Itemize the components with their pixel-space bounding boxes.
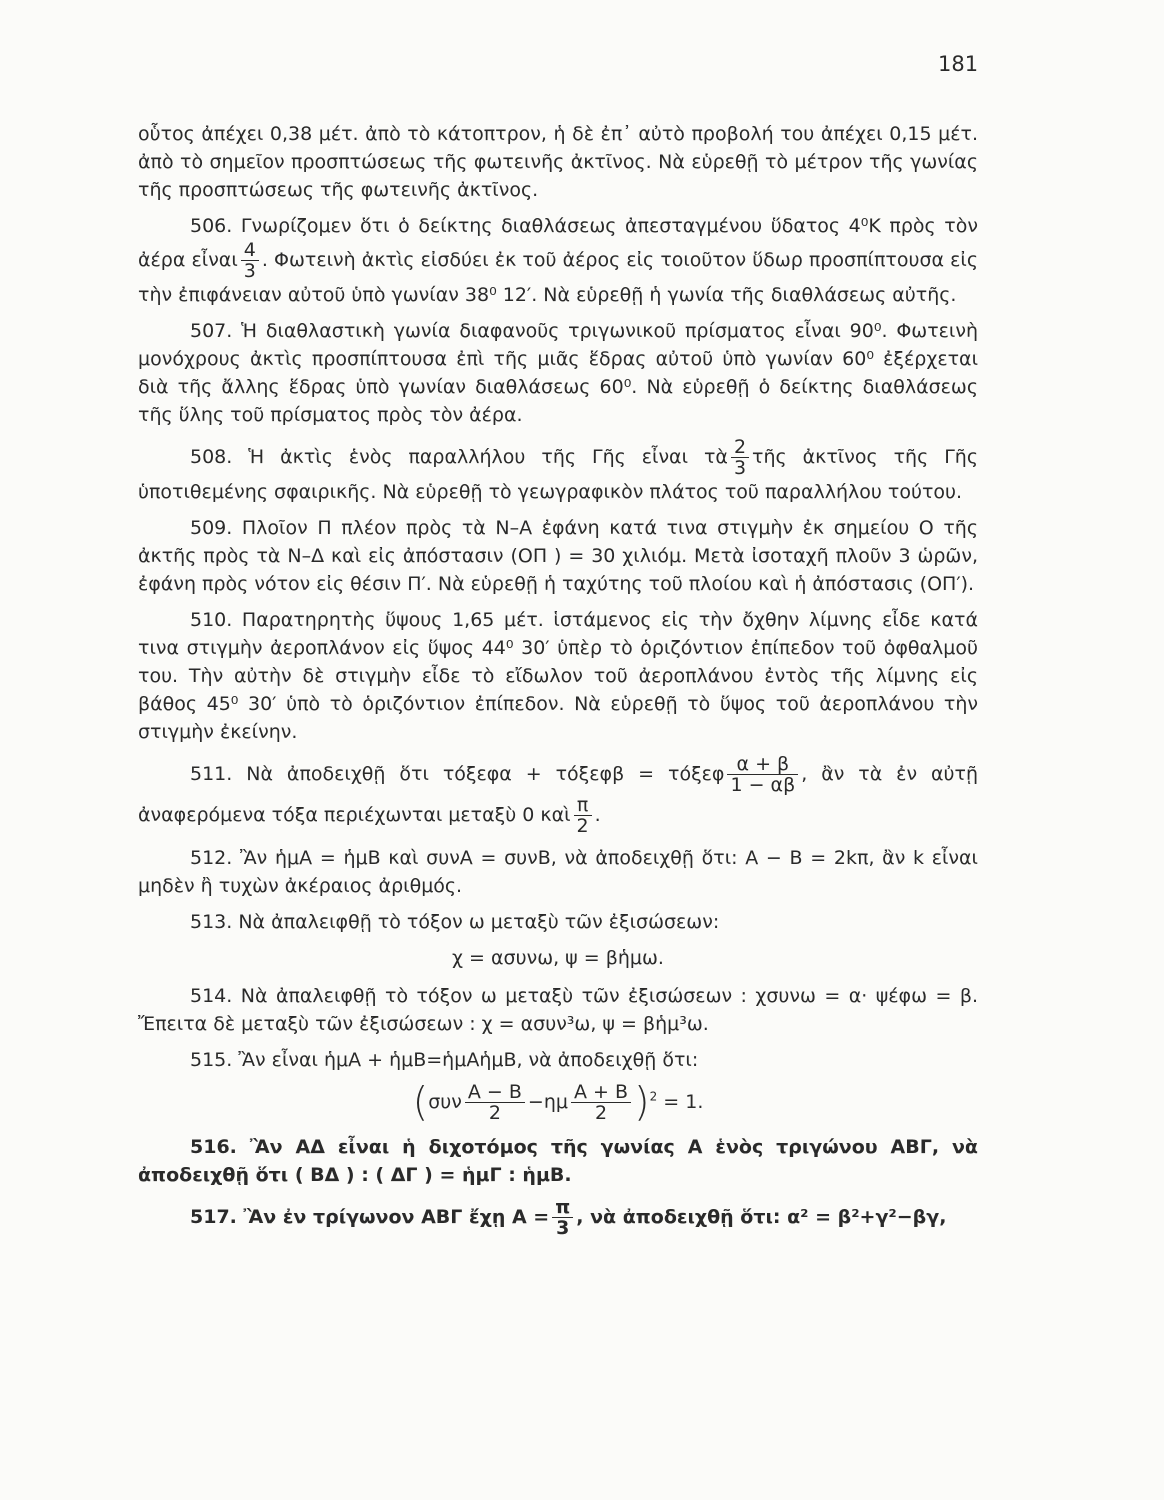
cos-term: συν [428, 1091, 462, 1113]
page-number: 181 [938, 52, 979, 76]
problem-517-text-a: 517. Ἂν ἐν τρίγωνον ΑΒΓ ἔχῃ Α = [190, 1206, 550, 1228]
problem-511-text-a: 511. Νὰ ἀποδειχθῇ ὅτι τόξεφα + τόξεφβ = τόξεφ [190, 763, 725, 785]
problem-507 [138, 317, 978, 429]
problem-508-text-b: τῆς ἀκτῖνος τῆς Γῆς ὑποτιθεμένης σφαιρικῆς. Νὰ εὑρεθῇ τὸ γεωγραφικὸν πλάτος τοῦ παραλλήλου τούτου. [138, 446, 978, 503]
fraction-2-3: $\frac{2}{3}$ [731, 437, 749, 478]
problem-508-text-a: 508. Ἡ ἀκτὶς ἑνὸς παραλλήλου τῆς Γῆς εἶναι τὰ [190, 446, 728, 468]
problem-510-text: 510. Παρατηρητὴς ὕψους 1,65 μέτ. ἱστάμενος εἰς τὴν ὄχθην λίμνης εἶδε κατά τινα στιγμὴν ἀεροπλάνον εἰς ὕψος 44⁰ 30′ ὑπὲρ τὸ ὁριζόντιον ἐπίπεδον τοῦ ὀφθαλμοῦ του. Τὴν αὐτὴν δὲ στιγμὴν εἶδε τὸ εἴδωλον τοῦ ἀεροπλάνου ἐντὸς τῆς λίμνης εἰς βάθος 45⁰ 30′ ὑπὸ τὸ ὁριζόντιον ἐπίπεδον. Νὰ εὑρεθῇ τὸ ὕψος τοῦ ἀεροπλάνου τὴν στιγμὴν ἐκείνην. [138, 609, 978, 743]
problem-517-text-b: , νὰ ἀποδειχθῇ ὅτι: α² = β²+γ²−βγ, [576, 1206, 947, 1228]
problem-505-continuation: οὗτος ἀπέχει 0,38 μέτ. ἀπὸ τὸ κάτοπτρον, ἡ δὲ ἐπ᾿ αὐτὸ προβολή του ἀπέχει 0,15 μέτ. ἀπὸ τὸ σημεῖον προσπτώσεως τῆς φωτεινῆς ἀκτῖνος. Νὰ εὑρεθῇ τὸ μέτρον τῆς γωνίας τῆς προσπτώσεως τῆς φωτεινῆς ἀκτῖνος. [138, 123, 978, 201]
problem-509 [138, 514, 978, 598]
problem-511-text-c: . [594, 804, 601, 826]
problem-511-text-b: , ἂν τὰ ἐν αὐτῇ ἀναφερόμενα τόξα περιέχωνται μεταξὺ 0 καὶ [138, 763, 978, 826]
problem-506-text-a: 506. Γνωρίζομεν ὅτι ὁ δείκτης διαθλάσεως ἀπεσταγμένου ὕδατος 4⁰Κ πρὸς τὸν ἀέρα εἶναι [138, 215, 978, 271]
exponent: 2 [649, 1089, 658, 1104]
problem-513 [138, 908, 978, 936]
problem-508 [138, 437, 978, 506]
problem-517 [138, 1197, 978, 1238]
problem-514-text: 514. Νὰ ἀπαλειφθῇ τὸ τόξον ω μεταξὺ τῶν ἐξισώσεων : χσυνω = α· ψέφω = β. Ἔπειτα δὲ μεταξὺ τῶν ἐξισώσεων : χ = ασυν³ω, ψ = βἡμ³ω. [138, 985, 978, 1035]
problem-506-text-b: . Φωτεινὴ ἀκτὶς εἰσδύει ἐκ τοῦ ἀέρος εἰς τοιοῦτον ὕδωρ προσπίπτουσα εἰς τὴν ἐπιφάνειαν αὐτοῦ ὑπὸ γωνίαν 38⁰ 12′. Νὰ εὑρεθῇ ἡ γωνία τῆς διαθλάσεως αὐτῆς. [138, 249, 978, 306]
close-paren: ) [634, 1079, 650, 1126]
problem-509-text: 509. Πλοῖον Π πλέον πρὸς τὰ Ν–Α ἐφάνη κατά τινα στιγμὴν ἐκ σημείου Ο τῆς ἀκτῆς πρὸς τὰ Ν–Δ καὶ εἰς ἀπόστασιν (ΟΠ ) = 30 χιλιόμ. Μετὰ ἰσοταχῆ πλοῦν 3 ὡρῶν, ἐφάνη πρὸς νότον εἰς θέσιν Π′. Νὰ εὑρεθῇ ἡ ταχύτης τοῦ πλοίου καὶ ἡ ἀπόστασις (ΟΠ′). [138, 517, 978, 595]
problem-512 [138, 844, 978, 900]
problem-513-text: 513. Νὰ ἀπαλειφθῇ τὸ τόξον ω μεταξὺ τῶν ἐξισώσεων: [190, 911, 720, 933]
problem-511 [138, 754, 978, 836]
fraction-pi-2: $\frac{\pi}{2}$ [574, 795, 592, 836]
problem-516-text: 516. Ἂν ΑΔ εἶναι ἡ διχοτόμος τῆς γωνίας Α ἑνὸς τριγώνου ΑΒΓ, νὰ ἀποδειχθῇ ὅτι ( ΒΔ ) : ( ΔΓ ) = ἡμΓ : ἡμΒ. [138, 1136, 978, 1186]
fraction-pi-3: $\frac{\pi}{3}$ [552, 1197, 573, 1238]
page-body [138, 120, 978, 1246]
fraction-a-plus-b: $\frac{A + B}{2}$ [571, 1082, 631, 1123]
fraction-arc-tan-sum: $\frac{\alpha + \beta}{1 - \alpha\beta}$ [727, 754, 798, 795]
problem-506 [138, 212, 978, 309]
problem-510 [138, 606, 978, 746]
problem-507-text: 507. Ἡ διαθλαστικὴ γωνία διαφανοῦς τριγωνικοῦ πρίσματος εἶναι 90⁰. Φωτεινὴ μονόχρους ἀκτὶς προσπίπτουσα ἐπὶ τῆς μιᾶς ἕδρας αὐτοῦ ὑπὸ γωνίαν 60⁰ ἐξέρχεται διὰ τῆς ἄλλης ἕδρας ὑπὸ γωνίαν διαθλάσεως 60⁰. Νὰ εὑρεθῇ ὁ δείκτης διαθλάσεως τῆς ὕλης τοῦ πρίσματος πρὸς τὸν ἀέρα. [138, 320, 978, 426]
fraction-4-3: $\frac{4}{3}$ [241, 240, 259, 281]
equation-rhs: = 1. [663, 1091, 704, 1113]
open-paren: ( [412, 1079, 429, 1126]
sin-term: −ημ [527, 1091, 568, 1113]
fraction-a-minus-b: $\frac{A - B}{2}$ [465, 1082, 525, 1123]
problem-513-equations: χ = ασυνω, ψ = βἡμω. [452, 947, 664, 969]
problem-512-text: 512. Ἂν ἡμΑ = ἡμΒ καὶ συνΑ = συνΒ, νὰ ἀποδειχθῇ ὅτι: Α − Β = 2kπ, ἂν k εἶναι μηδὲν ἢ τυχὼν ἀκέραιος ἀριθμός. [138, 847, 978, 897]
problem-515-equation [138, 1079, 978, 1126]
problem-515-text: 515. Ἂν εἶναι ἡμΑ + ἡμΒ=ἡμΑἡμΒ, νὰ ἀποδειχθῇ ὅτι: [190, 1049, 699, 1071]
problem-516 [138, 1133, 978, 1189]
problem-515 [138, 1046, 978, 1074]
problem-514 [138, 982, 978, 1038]
